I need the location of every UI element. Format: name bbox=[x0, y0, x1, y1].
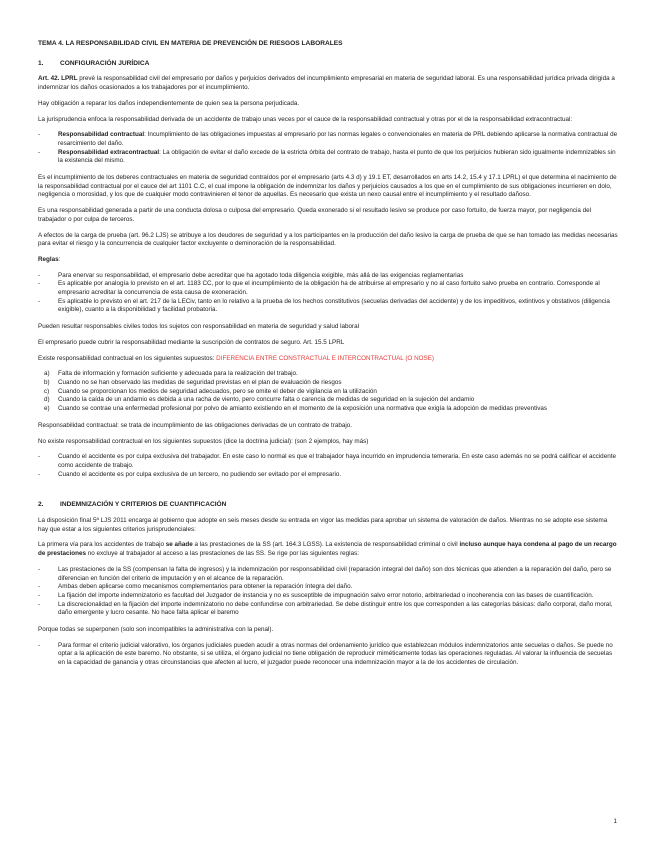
list-item bbox=[38, 131, 618, 148]
paragraph bbox=[38, 75, 618, 92]
paragraph: El empresario puede cubrir la responsabilidad mediante la suscripción de contratos de seguro. Art. 15.5 LPRL bbox=[38, 338, 345, 346]
paragraph: Responsabilidad contractual: se trata de incumplimiento de las obligaciones derivadas de un contrato de trabajo. bbox=[38, 421, 352, 429]
article-reference: Art. 42. LPRL bbox=[38, 75, 78, 83]
list-item: - Cuando el accidente es por culpa exclusiva de un tercero, no pudiendo ser evitado por el empresario. bbox=[38, 471, 618, 480]
paragraph: A efectos de la carga de prueba (art. 96.2 LJS) se atribuye a los deudores de seguridad y a los participantes en la producción del daño lesivo la carga de prueba de que se han tomado las medidas necesarias para evitar el riesgo y la concurrencia de cualquier factor excluyente o deminoración de la responsabilidad. bbox=[38, 231, 618, 248]
contractual-cases-list bbox=[38, 370, 618, 414]
list-item: - Para formar el criterio judicial valorativo, los órganos judiciales pueden acudir a otras normas del ordenamiento jurídico que establezcan módulos indemnizatorios ante secuelas o daños. Se puede no optar a la aplicación de este baremo. No obstante, si se utiliza, el órgano judicial no tiene obligación de reproducir miméticamente todas las operaciones reguladas. Al valorar la influencia de secuelas en la capacidad de ganancia y otras circunstancias que afecten al lucro, el juzgador puede reconocer una indemnización mayor a la de los accidentes de circulación. bbox=[38, 642, 618, 668]
list-item bbox=[38, 370, 618, 379]
compensation-rules-list bbox=[38, 566, 618, 618]
page-number: 1 bbox=[613, 818, 617, 825]
list-letter: c) bbox=[44, 387, 50, 395]
paragraph bbox=[38, 541, 618, 558]
section-number: 2. bbox=[38, 501, 44, 509]
list-item bbox=[38, 379, 618, 388]
section-heading-2 bbox=[38, 501, 618, 510]
responsibility-types-list bbox=[38, 131, 618, 166]
list-item-term: Responsabilidad extracontractual bbox=[58, 148, 160, 156]
list-item: - Es aplicable por analogía lo previsto en el art. 1183 CC, por lo que el incumplimiento de la obligación ha de atribuirse al empresario y no al caso fortuito salvo prueba en contrario. Corresponde al empresario acreditar la concurrencia de esta causa de exoneración. bbox=[38, 280, 618, 297]
reglas-label: Reglas bbox=[38, 255, 59, 263]
paragraph-text: prevé la responsabilidad civil del empresario por daños y perjuicios derivados del incumplimiento empresarial en materia de seguridad laboral. Es una responsabilidad jurídica privada dirigida a indemnizar los daños ocasionados a los trabajadores por el incumplimiento. bbox=[38, 75, 615, 92]
list-item: - La fijación del importe indemnizatorio es facultad del Juzgador de instancia y no es susceptible de impugnación salvo error notorio, arbitrariedad o incoherencia con las bases de cuantificación. bbox=[38, 592, 618, 601]
reglas-heading bbox=[38, 256, 618, 265]
list-item bbox=[38, 396, 618, 405]
list-letter: b) bbox=[44, 378, 50, 386]
list-letter: a) bbox=[44, 370, 50, 378]
list-letter: e) bbox=[44, 405, 50, 413]
section-title: INDEMNIZACIÓN Y CRITERIOS DE CUANTIFICACIÓN bbox=[60, 501, 227, 509]
document-body bbox=[38, 40, 618, 676]
list-item-text: Cuando la caída de un andamio es debida a una racha de viento, pero concurre falta o carencia de medidas de seguridad en la sujeción del andamio bbox=[58, 396, 475, 404]
paragraph: La disposición final 5ª LJS 2011 encarga al gobierno que adopte en seis meses desde su entrada en vigor las medidas para aprobar un sistema de valoración de daños. Mientras no se adopte ese sistema hay que estar a los siguientes criterios jurisprudenciales: bbox=[38, 517, 608, 533]
list-item-text: : Incumplimiento de las obligaciones impuestas al empresario por las normas legales o convencionales en materia de PRL debiendo aplicarse la normativa contractual de resarcimiento del daño. bbox=[58, 131, 618, 147]
list-item bbox=[38, 149, 618, 166]
list-item-text: Cuando se proporcionan los medios de seguridad adecuados, pero se omite el deber de vigilancia en la utilización bbox=[58, 387, 377, 395]
section-heading-1 bbox=[38, 60, 618, 69]
list-item bbox=[38, 405, 618, 414]
list-item bbox=[38, 388, 618, 397]
paragraph-text: La primera vía para los accidentes de trabajo bbox=[38, 541, 165, 549]
reglas-colon: : bbox=[58, 255, 61, 263]
paragraph: Pueden resultar responsables civiles todos los sujetos con responsabilidad en materia de seguridad y salud laboral bbox=[38, 323, 359, 331]
list-item: - La discrecionalidad en la fijación del importe indemnizatorio no debe confundirse con arbitrariedad. Se debe distinguir entre los que corresponden a las categorías básicas: daño corporal, daño moral, daño emergente y lucro cesante. No hace falta aplicar el baremo bbox=[38, 601, 618, 618]
paragraph: Porque todas se superponen (solo son incompatibles la administrativa con la penal). bbox=[38, 626, 274, 634]
section-title: CONFIGURACIÓN JURÍDICA bbox=[60, 59, 150, 67]
list-item: - Cuando el accidente es por culpa exclusiva del trabajador. En este caso lo normal es que el trabajador haya incurrido en imprudencia temeraria. En este caso además no se podrá calificar el accidente como accidente de trabajo. bbox=[38, 453, 618, 470]
list-item: - Para enervar su responsabilidad, el empresario debe acreditar que ha agotado toda diligencia exigible, más allá de las exigencias reglamentarias bbox=[38, 272, 618, 281]
emphasis: se añade bbox=[165, 541, 193, 549]
red-annotation: DIFERENCIA ENTRE CONSTRACTUAL E INTERCONTRACTUAL (O NOSE) bbox=[216, 354, 435, 362]
list-item: - Ambas deben aplicarse como mecanismos complementarios para obtener la reparación íntegra del daño. bbox=[38, 583, 618, 592]
paragraph: Es el incumplimiento de los deberes contractuales en materia de seguridad contraídos por el empresario (arts 4.3 d) y 19.1 ET, desarrollados en arts 14.2, 15.4 y 17.1 LPRL) el que determina el nacimiento de la responsabilidad contractual por el cauce del art 1101 C.C, el cual impone la obligación de indemnizar los daños y perjuicios causados a los que en el cumplimiento de sus obligaciones incurrieren en dolo, negligencia o morosidad, y los que de cualquier modo contravinieren el tenor de aquellas. Es necesario que exista un nexo causal entre el incumplimiento y el resultado dañoso. bbox=[38, 174, 617, 199]
list-item: - Las prestaciones de la SS (compensan la falta de ingresos) y la indemnización por responsabilidad civil (reparación integral del daño) son dos técnicas que atienden a la reparación del daño, pero se diferencian en función del criterio de imputación y en el alcance de la reparación. bbox=[38, 566, 618, 583]
list-item-text: Cuando no se han observado las medidas de seguridad previstas en el plan de evaluación de riesgos bbox=[58, 378, 342, 386]
list-letter: d) bbox=[44, 396, 50, 404]
list-item: - Es aplicable lo previsto en el art. 217 de la LECiv, tanto en lo relativo a la prueba de los hechos constitutivos (secuelas derivadas del accidente) y de los impeditivos, extintivos y obstativos (diligencia exigible), cuanto a la disponibilidad y facilidad probatoria. bbox=[38, 298, 618, 315]
paragraph-text: no excluye al trabajador al acceso a las prestaciones de las SS. Se rige por las siguientes reglas: bbox=[87, 550, 359, 558]
emphasis: incluso aunque haya condena al pago de un recargo de prestaciones bbox=[38, 541, 617, 558]
list-item-term: Responsabilidad contractual bbox=[58, 131, 145, 139]
section-number: 1. bbox=[38, 59, 44, 67]
paragraph bbox=[38, 355, 618, 364]
paragraph: La jurisprudencia enfoca la responsabilidad derivada de un accidente de trabajo unas veces por el cauce de la responsabilidad contractual y otras por el de la responsabilidad extracontractual: bbox=[38, 115, 573, 123]
list-item-text: : La obligación de evitar el daño excede de la estricta órbita del contrato de trabajo, hasta el punto de que los perjuicios hubieran sido igualmente indemnizables sin la existencia del mismo. bbox=[58, 148, 616, 165]
paragraph: No existe responsabilidad contractual en los siguientes supuestos (dice la doctrina judicial): (son 2 ejemplos, hay más) bbox=[38, 437, 369, 445]
list-item-text: Falta de información y formación suficiente y adecuada para la realización del trabajo. bbox=[58, 370, 298, 378]
reglas-list bbox=[38, 272, 618, 316]
paragraph: Hay obligación a reparar los daños independientemente de quien sea la persona perjudicada. bbox=[38, 99, 300, 107]
paragraph-text: a las prestaciones de la SS (art. 164.3 LGSS). La existencia de responsabilidad criminal o civil bbox=[194, 541, 458, 549]
list-item-text: Cuando se contrae una enfermedad profesional por polvo de amianto existiendo en el momento de la exposición una normativa que exigía la adopción de medidas preventivas bbox=[58, 405, 548, 413]
judicial-criteria-list bbox=[38, 642, 618, 668]
paragraph: Es una responsabilidad generada a partir de una conducta dolosa o culposa del empresario. Queda exonerado si el resultado lesivo se produce por caso fortuito, de fuerza mayor, por negligencia del trabajador o por culpa de terceros. bbox=[38, 207, 592, 223]
paragraph-text: Existe responsabilidad contractual en los siguientes supuestos: bbox=[38, 354, 215, 362]
section-spacer bbox=[38, 487, 618, 501]
document-title: TEMA 4. LA RESPONSABILIDAD CIVIL EN MATERIA DE PREVENCIÓN DE RIESGOS LABORALES bbox=[38, 40, 343, 47]
non-contractual-cases-list bbox=[38, 453, 618, 479]
